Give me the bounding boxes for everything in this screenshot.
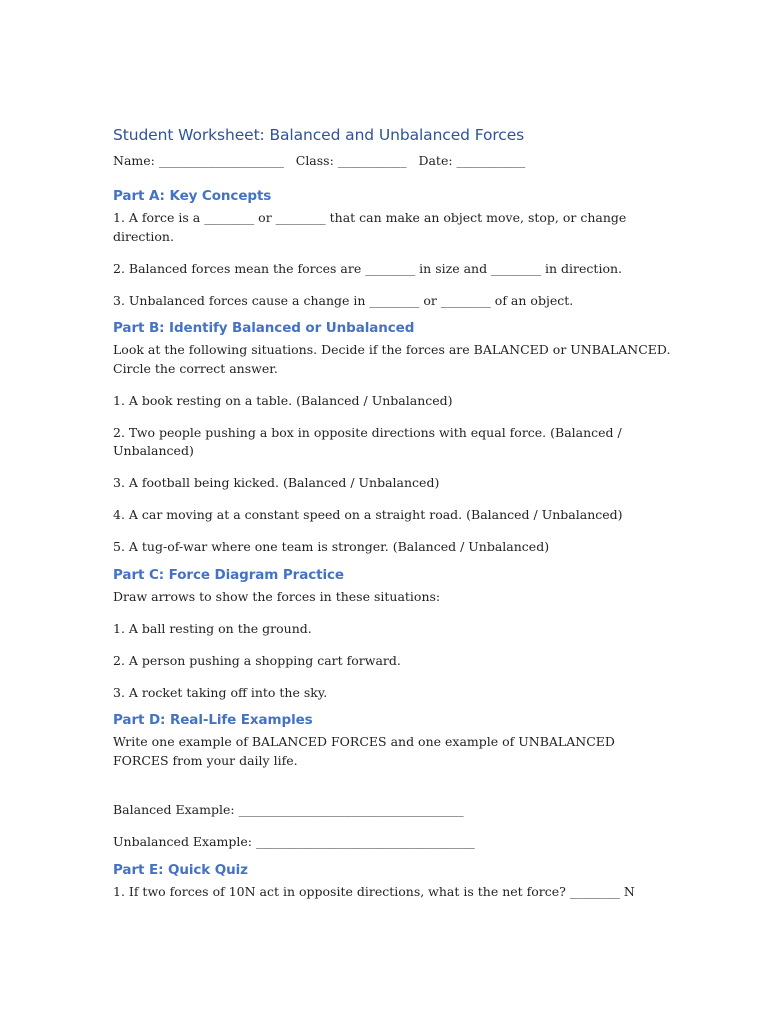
name-field-label: Name: ____________________ <box>113 153 284 168</box>
part-a-heading: Part A: Key Concepts <box>113 188 272 204</box>
student-info-line <box>113 152 673 170</box>
part-a-item-2: 2. Balanced forces mean the forces are ________ in size and ________ in direction. <box>113 260 622 276</box>
part-e-section <box>113 860 673 902</box>
part-c-heading: Part C: Force Diagram Practice <box>113 566 344 583</box>
part-b-item-2: 2. Two people pushing a box in opposite directions with equal force. (Balanced / Unbalanced) <box>113 424 622 458</box>
part-b-intro: Look at the following situations. Decide if the forces are BALANCED or UNBALANCED. Circle the correct answer. <box>113 342 671 376</box>
part-b-item-4: 4. A car moving at a constant speed on a straight road. (Balanced / Unbalanced) <box>113 507 623 522</box>
part-b-section <box>113 318 673 557</box>
page-title: Student Worksheet: Balanced and Unbalanced Forces <box>113 126 525 144</box>
date-field-label: Date: ___________ <box>418 153 526 168</box>
unbalanced-example-line: Unbalanced Example: ___________________________________ <box>113 834 475 849</box>
part-c-item-3: 3. A rocket taking off into the sky. <box>113 684 328 700</box>
part-c-item-1: 1. A ball resting on the ground. <box>113 620 312 636</box>
balanced-example-line: Balanced Example: ____________________________________ <box>113 802 464 817</box>
class-field-label: Class: ___________ <box>295 153 407 168</box>
part-c-intro: Draw arrows to show the forces in these situations: <box>113 588 441 604</box>
part-e-heading: Part E: Quick Quiz <box>113 861 248 878</box>
part-b-item-3: 3. A football being kicked. (Balanced / Unbalanced) <box>113 475 440 490</box>
part-a-item-3: 3. Unbalanced forces cause a change in ________ or ________ of an object. <box>113 292 574 308</box>
part-d-section <box>113 710 673 852</box>
part-a-item-1: 1. A force is a ________ or ________ that can make an object move, stop, or change direction. <box>113 210 627 244</box>
part-d-heading: Part D: Real-Life Examples <box>113 712 313 728</box>
part-c-item-2: 2. A person pushing a shopping cart forward. <box>113 652 401 668</box>
worksheet-page <box>113 124 673 915</box>
part-b-item-1: 1. A book resting on a table. (Balanced / Unbalanced) <box>113 392 453 408</box>
part-b-heading: Part B: Identify Balanced or Unbalanced <box>113 320 415 336</box>
part-d-intro: Write one example of BALANCED FORCES and one example of UNBALANCED FORCES from your daily life. <box>113 734 615 768</box>
part-b-item-5: 5. A tug-of-war where one team is stronger. (Balanced / Unbalanced) <box>113 539 550 554</box>
part-a-section <box>113 186 673 310</box>
part-c-section <box>113 565 673 703</box>
part-e-item-1: 1. If two forces of 10N act in opposite directions, what is the net force? ________ N <box>113 883 635 899</box>
